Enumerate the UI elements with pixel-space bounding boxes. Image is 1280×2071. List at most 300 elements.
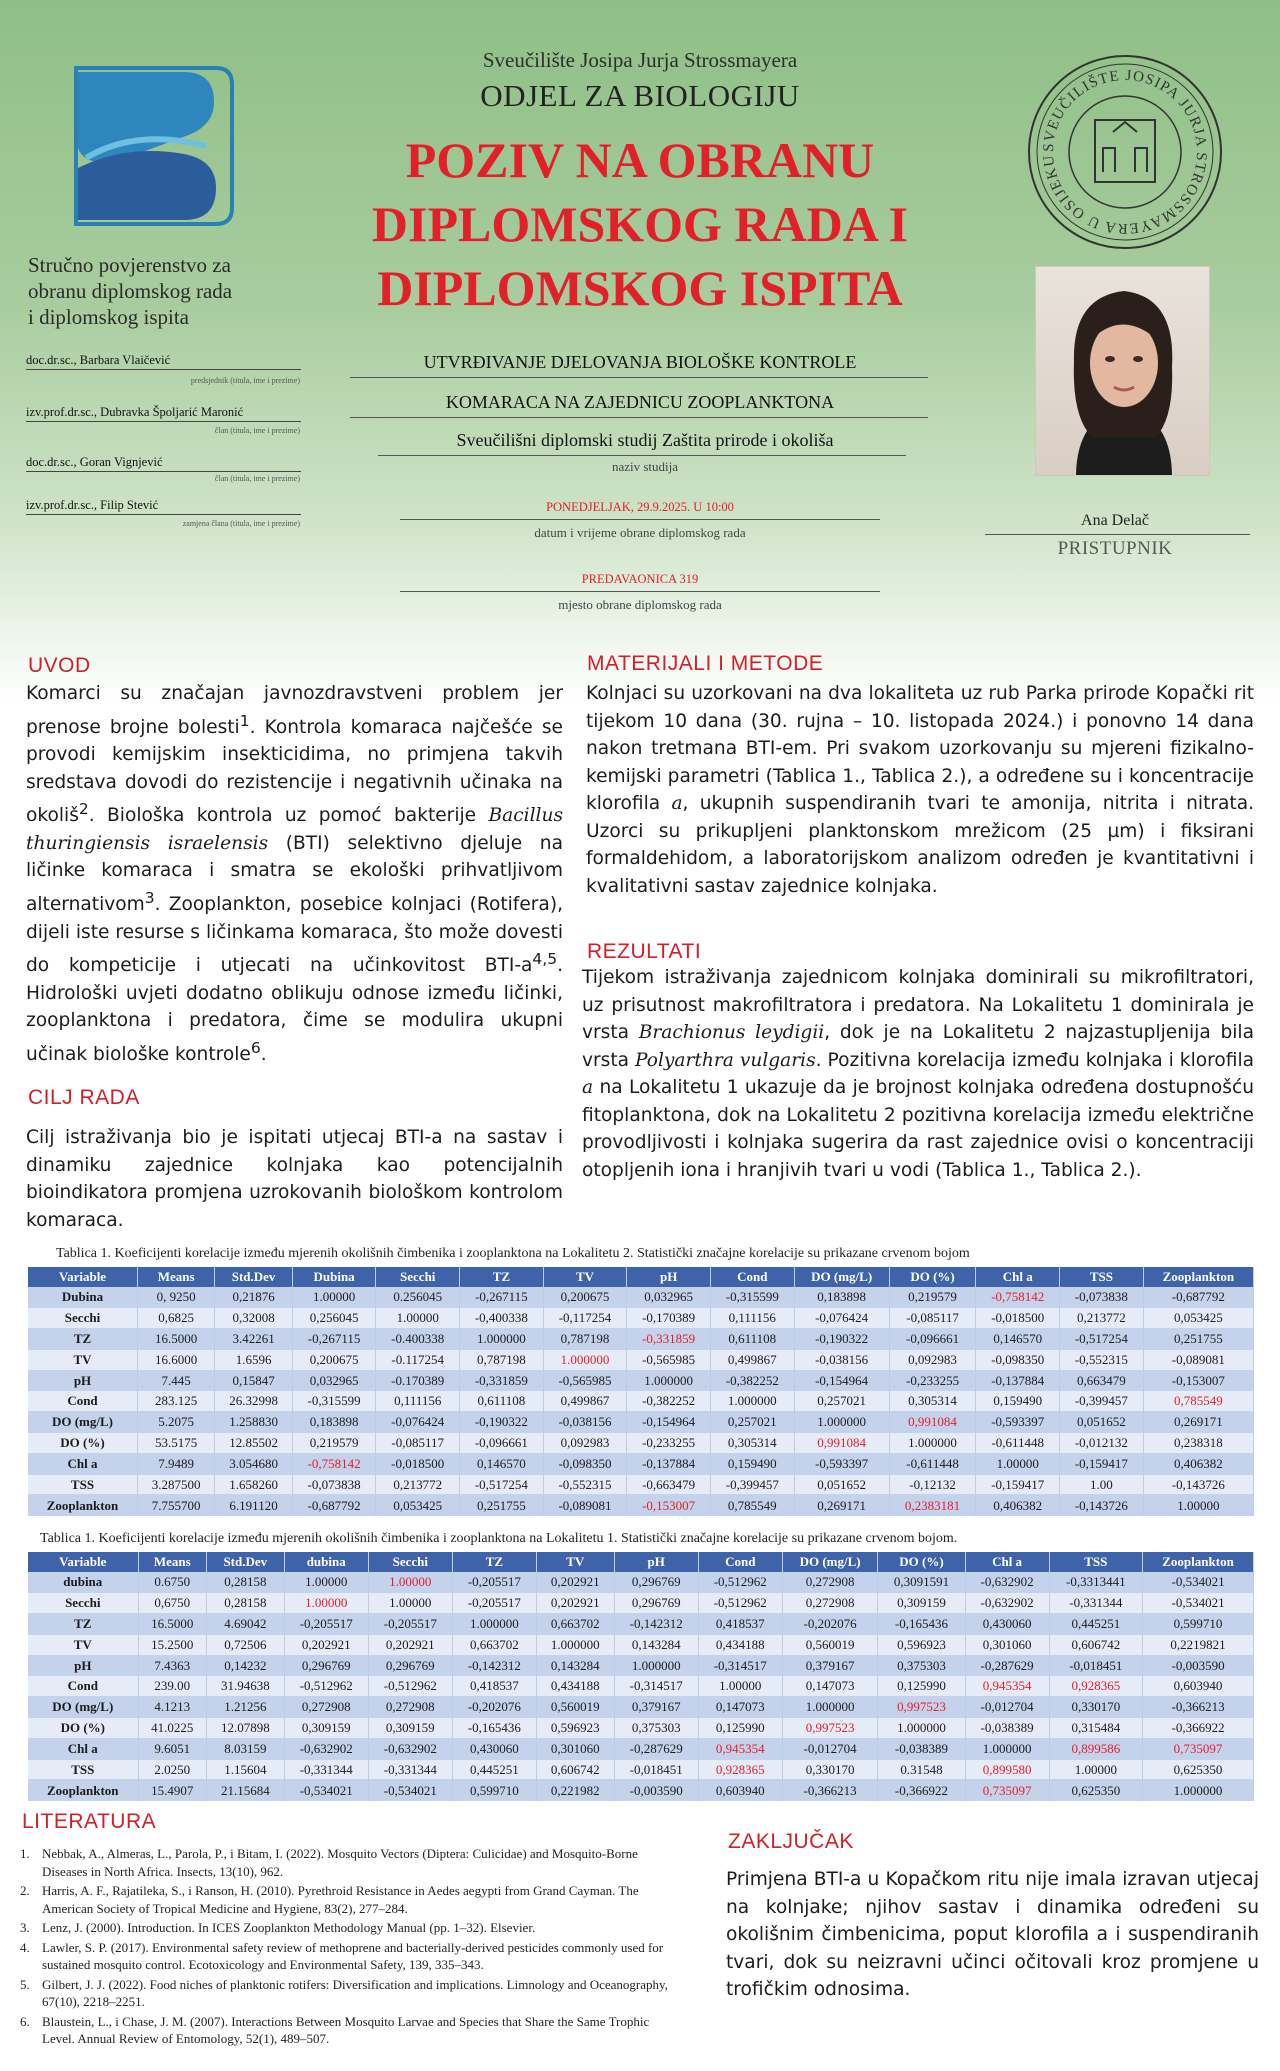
table-cell: 0,032965 (627, 1287, 711, 1308)
table-cell: -0,098350 (976, 1349, 1060, 1370)
table-cell: 0,611108 (460, 1391, 544, 1412)
table-cell: -0,117254 (543, 1308, 627, 1329)
row-header-cell: Cond (28, 1676, 138, 1697)
table-cell: -0,267115 (292, 1329, 376, 1350)
table-cell: -0,096661 (889, 1329, 976, 1350)
table-cell: 0,787198 (543, 1329, 627, 1350)
table-cell: 3.287500 (137, 1474, 214, 1495)
table-cell: 0,146570 (460, 1453, 544, 1474)
table-cell: -0,012132 (1060, 1433, 1144, 1454)
portrait-image (1036, 267, 1210, 476)
table-cell: 2.0250 (138, 1759, 206, 1780)
correlation-table-site2 (28, 1267, 1254, 1516)
table-header-cell: DO (mg/L) (794, 1267, 889, 1287)
table-row (28, 1329, 1254, 1350)
reference-item: 1. Nebbak, A., Almeras, L., Parola, P., i Bitam, I. (2022). Mosquito Vectors (Diptera: Culicidae) and Mosquito-Borne Diseases in North Africa. Insects, 13(10), 962. (20, 1846, 638, 1879)
table-cell: 1.00000 (976, 1453, 1060, 1474)
thesis-title-line1: UTVRĐIVANJE DJELOVANJA BIOLOŠKE KONTROLE (423, 352, 857, 372)
table-header-cell: TV (543, 1267, 627, 1287)
table-cell: 7.755700 (137, 1495, 214, 1516)
table-cell: 1.658260 (215, 1474, 292, 1495)
table-cell: 0,375303 (614, 1718, 698, 1739)
table-header-cell: Chl a (976, 1267, 1060, 1287)
table-cell: 0,599710 (452, 1780, 536, 1801)
section-title-uvod: UVOD (28, 654, 91, 677)
table-row (28, 1391, 1254, 1412)
datetime-caption: datum i vrijeme obrane diplomskog rada (534, 525, 746, 540)
table-cell: 1.000000 (452, 1614, 536, 1635)
table-cell: -0,593397 (794, 1453, 889, 1474)
table-cell: 0,296769 (368, 1655, 452, 1676)
table-cell: 0,991084 (794, 1433, 889, 1454)
table-cell: 1.000000 (889, 1433, 976, 1454)
table-cell: 0,596923 (878, 1634, 965, 1655)
table-header-cell: Std.Dev (206, 1552, 284, 1572)
uvod-text: Komarci su značajan javnozdravstveni problem jer prenose brojne bolesti$^1$. Kontrola komaraca najčešće se provodi kemijskim insekticidima, no primjena takvih sredstava dovodi do rezistencije i negativnih učinaka na okoliš$^2$. Biološka kontrola uz pomoć bakterije Bacillus thuringiensis israelensis (BTI) selektivno djeluje na ličinke komaraca i smatra se ekološki prihvatljivom alternativom$^3$. Zooplankton, posebice kolnjaci (Rotifera), dijeli iste resurse s ličinkama komaraca, što može dovesti do kompeticije i utjecati na učinkovitost BTI-$a^{4,5}$. Hidrološki uvjeti dodatno oblikuju odnose između ličinki, zooplanktona i predatora, čime se modulira ukupni učinak biološke kontrole$^6$. (26, 683, 563, 1065)
table-cell: -0,12132 (889, 1474, 976, 1495)
table-cell: 0,406382 (976, 1495, 1060, 1516)
table-cell: 0,053425 (376, 1495, 460, 1516)
table-row (28, 1308, 1254, 1329)
table-cell: -0.117254 (376, 1349, 460, 1370)
table-cell: 0,606742 (1049, 1634, 1142, 1655)
table-cell: 0,221982 (536, 1780, 614, 1801)
table-row (28, 1412, 1254, 1433)
table-cell: 0,434188 (698, 1634, 782, 1655)
table-cell: 1.15604 (206, 1759, 284, 1780)
table-cell: -0,012704 (782, 1738, 878, 1759)
table-cell: -0,512962 (284, 1676, 368, 1697)
table-cell: 0,6825 (137, 1308, 214, 1329)
divider (400, 591, 880, 592)
table-cell: 0,219579 (292, 1433, 376, 1454)
divider (350, 377, 928, 378)
table-cell: 1.000000 (965, 1738, 1049, 1759)
table-cell: 0,928365 (1049, 1676, 1142, 1697)
table-cell: -0,190322 (460, 1412, 544, 1433)
table-cell: 0,315484 (1049, 1718, 1142, 1739)
table-cell: 41.0225 (138, 1718, 206, 1739)
table-cell: 0,899586 (1049, 1738, 1142, 1759)
table-cell: 26.32998 (215, 1391, 292, 1412)
table-header-cell: Secchi (368, 1552, 452, 1572)
table-cell: 8.03159 (206, 1738, 284, 1759)
table-cell: -0,073838 (292, 1474, 376, 1495)
table-row (28, 1495, 1254, 1516)
table-cell: -0,366213 (782, 1780, 878, 1801)
table-cell: -0,012704 (965, 1697, 1049, 1718)
table-cell: -0,552315 (543, 1474, 627, 1495)
table-cell: 0,625350 (1049, 1780, 1142, 1801)
table-cell: 0,611108 (710, 1329, 794, 1350)
table-header-cell: Variable (28, 1552, 138, 1572)
table-cell: 1.00000 (376, 1308, 460, 1329)
table-cell: 0,269171 (794, 1495, 889, 1516)
table-cell: 0,418537 (698, 1614, 782, 1635)
table-cell: -0,382252 (627, 1391, 711, 1412)
table-cell: 0.6750 (138, 1572, 206, 1593)
table-cell: -0,331344 (368, 1759, 452, 1780)
row-header-cell: Secchi (28, 1593, 138, 1614)
divider (350, 417, 928, 418)
table-cell: 0,309159 (368, 1718, 452, 1739)
table-cell: 0,28158 (206, 1593, 284, 1614)
table-header-cell: DO (%) (889, 1267, 976, 1287)
table-cell: 0,296769 (284, 1655, 368, 1676)
table-cell: -0,267115 (460, 1287, 544, 1308)
table-row (28, 1780, 1254, 1801)
table-cell: 15.2500 (138, 1634, 206, 1655)
table-cell: 1.00000 (368, 1593, 452, 1614)
reference-list (20, 1845, 680, 2050)
table-cell: 0,663702 (536, 1614, 614, 1635)
table-cell: -0,287629 (614, 1738, 698, 1759)
table-cell: 0,499867 (710, 1349, 794, 1370)
table-cell: -0,534021 (284, 1780, 368, 1801)
table-cell: -0,003590 (614, 1780, 698, 1801)
table-cell: -0,202076 (782, 1614, 878, 1635)
table-cell: -0,315599 (292, 1391, 376, 1412)
table-cell: -0,565985 (627, 1349, 711, 1370)
table-cell: 0,159490 (710, 1453, 794, 1474)
table-cell: 0,599710 (1143, 1614, 1254, 1635)
table-row (28, 1738, 1254, 1759)
table-cell: -0,663479 (627, 1474, 711, 1495)
table-row (28, 1634, 1254, 1655)
table-header-cell: pH (614, 1552, 698, 1572)
headline: POZIV NA OBRANU DIPLOMSKOG RADA I DIPLOMSKOG ISPITA (371, 132, 909, 316)
table-cell: -0,632902 (965, 1572, 1049, 1593)
table-cell: 0,406382 (1143, 1453, 1253, 1474)
reference-item: 6. Blaustein, L., i Chase, J. M. (2007). Interactions Between Mosquito Larvae and Species that Share the Same Trophic Level. Annual Review of Entomology, 52(1), 489–507. (20, 2013, 650, 2046)
table-cell: 5.2075 (137, 1412, 214, 1433)
section-title-zakljucak: ZAKLJUČAK (728, 1830, 854, 1853)
table-row (28, 1287, 1254, 1308)
table-cell: 0,269171 (1143, 1412, 1253, 1433)
row-header-cell: DO (mg/L) (28, 1412, 137, 1433)
table-cell: -0,565985 (543, 1370, 627, 1391)
committee-member-3: doc.dr.sc., Goran Vignjević (26, 455, 301, 472)
table-cell: 0,159490 (976, 1391, 1060, 1412)
row-header-cell: Secchi (28, 1308, 137, 1329)
table-cell: 12.85502 (215, 1433, 292, 1454)
table-cell: 239.00 (138, 1676, 206, 1697)
table-row (28, 1453, 1254, 1474)
reference-item: 2. Harris, A. F., Rajatileka, S., i Ranson, H. (2010). Pyrethroid Resistance in Aedes aegypti from Grand Cayman. The American Society of Tropical Medicine and Hygiene, 83(2), 277–284. (20, 1883, 639, 1916)
table-cell: 4.1213 (138, 1697, 206, 1718)
table-row (28, 1474, 1254, 1495)
table-cell: 0,272908 (284, 1697, 368, 1718)
table-cell: 0,257021 (794, 1391, 889, 1412)
table-cell: 0,499867 (543, 1391, 627, 1412)
table-cell: -0,534021 (368, 1780, 452, 1801)
table-cell: 0,032965 (292, 1370, 376, 1391)
table-cell: 0,787198 (460, 1349, 544, 1370)
table-cell: 0,2383181 (889, 1495, 976, 1516)
table-cell: 4.69042 (206, 1614, 284, 1635)
table-cell: 0,2219821 (1143, 1634, 1254, 1655)
table-cell: 0,15847 (215, 1370, 292, 1391)
table-header-cell: Chl a (965, 1552, 1049, 1572)
table-cell: -0,089081 (1143, 1349, 1253, 1370)
defense-datetime: PONEDJELJAK, 29.9.2025. U 10:00 (546, 500, 734, 514)
table-cell: 0,430060 (965, 1614, 1049, 1635)
committee-member-2: izv.prof.dr.sc., Dubravka Špoljarić Maronić (26, 405, 301, 422)
table-cell: 0,309159 (284, 1718, 368, 1739)
table-cell: -0,632902 (284, 1738, 368, 1759)
table-cell: 0,202921 (284, 1634, 368, 1655)
table-cell: -0,205517 (368, 1614, 452, 1635)
row-header-cell: Chl a (28, 1738, 138, 1759)
table1-caption: Tablica 1. Koeficijenti korelacije između mjerenih okolišnih čimbenika i zooplanktona na Lokalitetu 2. Statistički značajne korelacije su prikazane crvenom bojom (56, 1246, 970, 1261)
table-cell: -0,170389 (627, 1308, 711, 1329)
reference-item: 4. Lawler, S. P. (2017). Environmental safety review of methoprene and bacterially-derived pesticides commonly used for sustained mosquito control. Ecotoxicology and Environmental Safety, 139, 335–343. (20, 1939, 664, 1972)
table-cell: 0.31548 (878, 1759, 965, 1780)
section-title-cilj: CILJ RADA (28, 1086, 140, 1109)
table-cell: -0,382252 (710, 1370, 794, 1391)
table-cell: 0,238318 (1143, 1433, 1253, 1454)
table-cell: -0,611448 (889, 1453, 976, 1474)
table-row (28, 1697, 1254, 1718)
table-cell: 0.256045 (376, 1287, 460, 1308)
table-cell: 0,330170 (1049, 1697, 1142, 1718)
table-cell: -0,366922 (878, 1780, 965, 1801)
table-cell: 1.000000 (614, 1655, 698, 1676)
table-cell: 0, 9250 (137, 1287, 214, 1308)
table-cell: -0,159417 (1060, 1453, 1144, 1474)
table-cell: 0,146570 (976, 1329, 1060, 1350)
table-cell: 0,125990 (698, 1718, 782, 1739)
table-cell: -0,758142 (976, 1287, 1060, 1308)
table-cell: -0,315599 (710, 1287, 794, 1308)
table-cell: 0,143284 (614, 1634, 698, 1655)
table-cell: -0,153007 (627, 1495, 711, 1516)
table-cell: 21.15684 (206, 1780, 284, 1801)
section-title-metode: MATERIJALI I METODE (587, 652, 824, 675)
divider (985, 534, 1250, 535)
table-cell: 9.6051 (138, 1738, 206, 1759)
table-cell: 0,603940 (1143, 1676, 1254, 1697)
table-cell: 0,606742 (536, 1759, 614, 1780)
table-cell: 0,997523 (878, 1697, 965, 1718)
table-cell: 0,296769 (614, 1593, 698, 1614)
table-header-cell: Cond (698, 1552, 782, 1572)
table-cell: -0,314517 (698, 1655, 782, 1676)
table-cell: 0,092983 (543, 1433, 627, 1454)
table-header-cell: Dubina (292, 1267, 376, 1287)
reference-item: 3. Lenz, J. (2000). Introduction. In ICES Zooplankton Methodology Manual (pp. 1–32). Elsevier. (20, 1920, 536, 1935)
table-cell: 1.000000 (1143, 1780, 1254, 1801)
table-cell: 0,379167 (782, 1655, 878, 1676)
table-header-cell: Secchi (376, 1267, 460, 1287)
table-cell: 0,434188 (536, 1676, 614, 1697)
table-cell: 3.42261 (215, 1329, 292, 1350)
row-header-cell: pH (28, 1655, 138, 1676)
table-cell: 0,301060 (965, 1634, 1049, 1655)
row-header-cell: TZ (28, 1614, 138, 1635)
svg-text:SVEUČILIŠTE JOSIPA JURJA STROS: SVEUČILIŠTE JOSIPA JURJA STROSSMAYERA U OSIJEKU (1040, 67, 1210, 237)
table-row (28, 1676, 1254, 1697)
table-cell: 12.07898 (206, 1718, 284, 1739)
table-row (28, 1718, 1254, 1739)
table-cell: -0,143726 (1060, 1495, 1144, 1516)
table-cell: -0,687792 (292, 1495, 376, 1516)
zakljucak-text: Primjena BTI-a u Kopačkom ritu nije imala izravan utjecaj na kolnjake; njihov sastav i dinamika određeni su okolišnim čimbenicima, poput klorofila a i suspendiranih tvari, dok su neizravni učinci očitovali kroz promjene u trofičkim odnosima. (726, 1869, 1259, 2000)
table-cell: -0,517254 (460, 1474, 544, 1495)
table-cell: 7.9489 (137, 1453, 214, 1474)
table-cell: 0,257021 (710, 1412, 794, 1433)
table-cell: -0,534021 (1143, 1572, 1254, 1593)
table-cell: 0,560019 (782, 1634, 878, 1655)
table-cell: 0,147073 (782, 1676, 878, 1697)
row-header-cell: Zooplankton (28, 1780, 138, 1801)
table-header-cell: dubina (284, 1552, 368, 1572)
rezultati-text: Tijekom istraživanja zajednicom kolnjaka dominirali su mikrofiltratori, uz prisutnost makrofiltratora i predatora. Na Lokalitetu 1 dominirala je vrsta Brachionus leydigii, dok je na Lokalitetu 2 najzastupljenija bila vrsta Polyarthra vulgaris. Pozitivna korelacija između kolnjaka i klorofila a na Lokalitetu 1 ukazuje da je brojnost kolnjaka određena dostupnošću fitoplanktona, dok na Lokalitetu 2 pozitivna korelacija između električne provodljivosti i kolnjaka sugerira da rast zajednice ovisi o koncentraciji otopljenih iona i hranjivih tvari u vodi (Tablica 1., Tablica 2.). (582, 967, 1255, 1181)
table-cell: -0,085117 (889, 1308, 976, 1329)
committee-title: Stručno povjerenstvo za obranu diplomskog rada i diplomskog ispita (28, 253, 233, 329)
row-header-cell: Cond (28, 1391, 137, 1412)
table-cell: 0,445251 (1049, 1614, 1142, 1635)
table-cell: 0,418537 (452, 1676, 536, 1697)
table-cell: 0,202921 (536, 1572, 614, 1593)
table-cell: 0,183898 (292, 1412, 376, 1433)
section-title-literatura: LITERATURA (22, 1810, 157, 1833)
row-header-cell: TV (28, 1634, 138, 1655)
table-cell: -0,085117 (376, 1433, 460, 1454)
table-cell: 16.5000 (138, 1614, 206, 1635)
table-row (28, 1572, 1254, 1593)
table-cell: -0,018500 (976, 1308, 1060, 1329)
row-header-cell: TSS (28, 1474, 137, 1495)
table-cell: 1.00000 (368, 1572, 452, 1593)
university-name: Sveučilište Josipa Jurja Strossmayera (482, 48, 798, 72)
table-cell: 0,663479 (1060, 1370, 1144, 1391)
table-cell: -0,137884 (627, 1453, 711, 1474)
table-cell: 1.6596 (215, 1349, 292, 1370)
table-cell: -0,137884 (976, 1370, 1060, 1391)
table-cell: -0,073838 (1060, 1287, 1144, 1308)
table-cell: -0.400338 (376, 1329, 460, 1350)
divider (378, 455, 906, 456)
table-cell: 0,219579 (889, 1287, 976, 1308)
table-row (28, 1759, 1254, 1780)
table-cell: 1.00000 (698, 1676, 782, 1697)
table-cell: 16.6000 (137, 1349, 214, 1370)
table-cell: -0,331344 (284, 1759, 368, 1780)
table-cell: -0,552315 (1060, 1349, 1144, 1370)
table-cell: 7.4363 (138, 1655, 206, 1676)
reference-item: 5. Gilbert, J. J. (2022). Food niches of planktonic rotifers: Diversification and implications. Limnology and Oceanography, 67(10), 2218–2251. (20, 1976, 668, 2009)
table-cell: 0,272908 (782, 1572, 878, 1593)
row-header-cell: pH (28, 1370, 137, 1391)
table-cell: 0,092983 (889, 1349, 976, 1370)
member-role-caption: predsjednik (titula, ime i prezime) (190, 376, 300, 385)
table-cell: -0,632902 (368, 1738, 452, 1759)
table-cell: 0,32008 (215, 1308, 292, 1329)
table-cell: -0,758142 (292, 1453, 376, 1474)
table-cell: -0,512962 (368, 1676, 452, 1697)
table-cell: 6.191120 (215, 1495, 292, 1516)
row-header-cell: Chl a (28, 1453, 137, 1474)
table-cell: -0,399457 (1060, 1391, 1144, 1412)
table-cell: -0,202076 (452, 1697, 536, 1718)
table-cell: 1.000000 (627, 1370, 711, 1391)
department-name: ODJEL ZA BIOLOGIJU (480, 78, 800, 113)
table-cell: 0,945354 (965, 1676, 1049, 1697)
table-cell: 1.00 (1060, 1474, 1144, 1495)
table-cell: -0,096661 (460, 1433, 544, 1454)
department-logo (66, 58, 241, 230)
table-cell: -0,165436 (452, 1718, 536, 1739)
row-header-cell: DO (%) (28, 1718, 138, 1739)
committee-member-chair: doc.dr.sc., Barbara Vlaičević (26, 353, 301, 370)
table-cell: 0,251755 (1143, 1329, 1253, 1350)
table-cell: 31.94638 (206, 1676, 284, 1697)
table-cell: 7.445 (137, 1370, 214, 1391)
table-cell: -0,534021 (1143, 1593, 1254, 1614)
table-cell: -0,287629 (965, 1655, 1049, 1676)
table-cell: -0,233255 (627, 1433, 711, 1454)
table-header-cell: DO (mg/L) (782, 1552, 878, 1572)
table-cell: 0,663702 (452, 1634, 536, 1655)
table-cell: -0,399457 (710, 1474, 794, 1495)
table-cell: -0,366213 (1143, 1697, 1254, 1718)
candidate-name: Ana Delač (1081, 512, 1149, 529)
table-cell: -0,142312 (614, 1614, 698, 1635)
table-cell: 0,202921 (536, 1593, 614, 1614)
thesis-title-line2: KOMARACA NA ZAJEDNICU ZOOPLANKTONA (445, 392, 835, 412)
table-cell: -0,331859 (460, 1370, 544, 1391)
table-cell: -0,038389 (878, 1738, 965, 1759)
table-cell: 0,200675 (543, 1287, 627, 1308)
table-cell: -0,076424 (376, 1412, 460, 1433)
row-header-cell: DO (%) (28, 1433, 137, 1454)
divider (400, 519, 880, 520)
table2-caption: Tablica 1. Koeficijenti korelacije između mjerenih okolišnih čimbenika i zooplanktona na Lokalitetu 1. Statistički značajne korelacije su prikazane crvenom bojom. (40, 1531, 958, 1546)
table-cell: 0,785549 (710, 1495, 794, 1516)
table-cell: 1.00000 (1143, 1495, 1253, 1516)
table-header-cell: Zooplankton (1143, 1552, 1254, 1572)
table-cell: -0,003590 (1143, 1655, 1254, 1676)
table-cell: 0,735097 (1143, 1738, 1254, 1759)
cilj-text: Cilj istraživanja bio je ispitati utjecaj BTI-a na sastav i dinamiku zajednice kolnjaka kao potencijalnih bioindikatora promjena uzrokovanih biološkom kontrolom komaraca. (26, 1127, 563, 1231)
table-cell: 0,202921 (368, 1634, 452, 1655)
table-cell: 0,21876 (215, 1287, 292, 1308)
table-cell: 0,785549 (1143, 1391, 1253, 1412)
candidate-photo (1035, 266, 1210, 476)
table-row (28, 1593, 1254, 1614)
table-cell: -0,159417 (976, 1474, 1060, 1495)
table-cell: 0,251755 (460, 1495, 544, 1516)
table-cell: -0,154964 (627, 1412, 711, 1433)
table-cell: 0,256045 (292, 1308, 376, 1329)
table-cell: 0,053425 (1143, 1308, 1253, 1329)
table-header-cell: TSS (1049, 1552, 1142, 1572)
table-cell: 0,147073 (698, 1697, 782, 1718)
table-cell: -0,512962 (698, 1572, 782, 1593)
table-cell: -0,611448 (976, 1433, 1060, 1454)
table-cell: -0,190322 (794, 1329, 889, 1350)
study-caption: naziv studija (611, 459, 679, 474)
table-cell: 0,3091591 (878, 1572, 965, 1593)
row-header-cell: Dubina (28, 1287, 137, 1308)
table-cell: -0,233255 (889, 1370, 976, 1391)
row-header-cell: TZ (28, 1329, 137, 1350)
table-cell: 0,272908 (782, 1593, 878, 1614)
table-cell: -0,076424 (794, 1308, 889, 1329)
table-cell: 0,375303 (878, 1655, 965, 1676)
table-cell: 283.125 (137, 1391, 214, 1412)
